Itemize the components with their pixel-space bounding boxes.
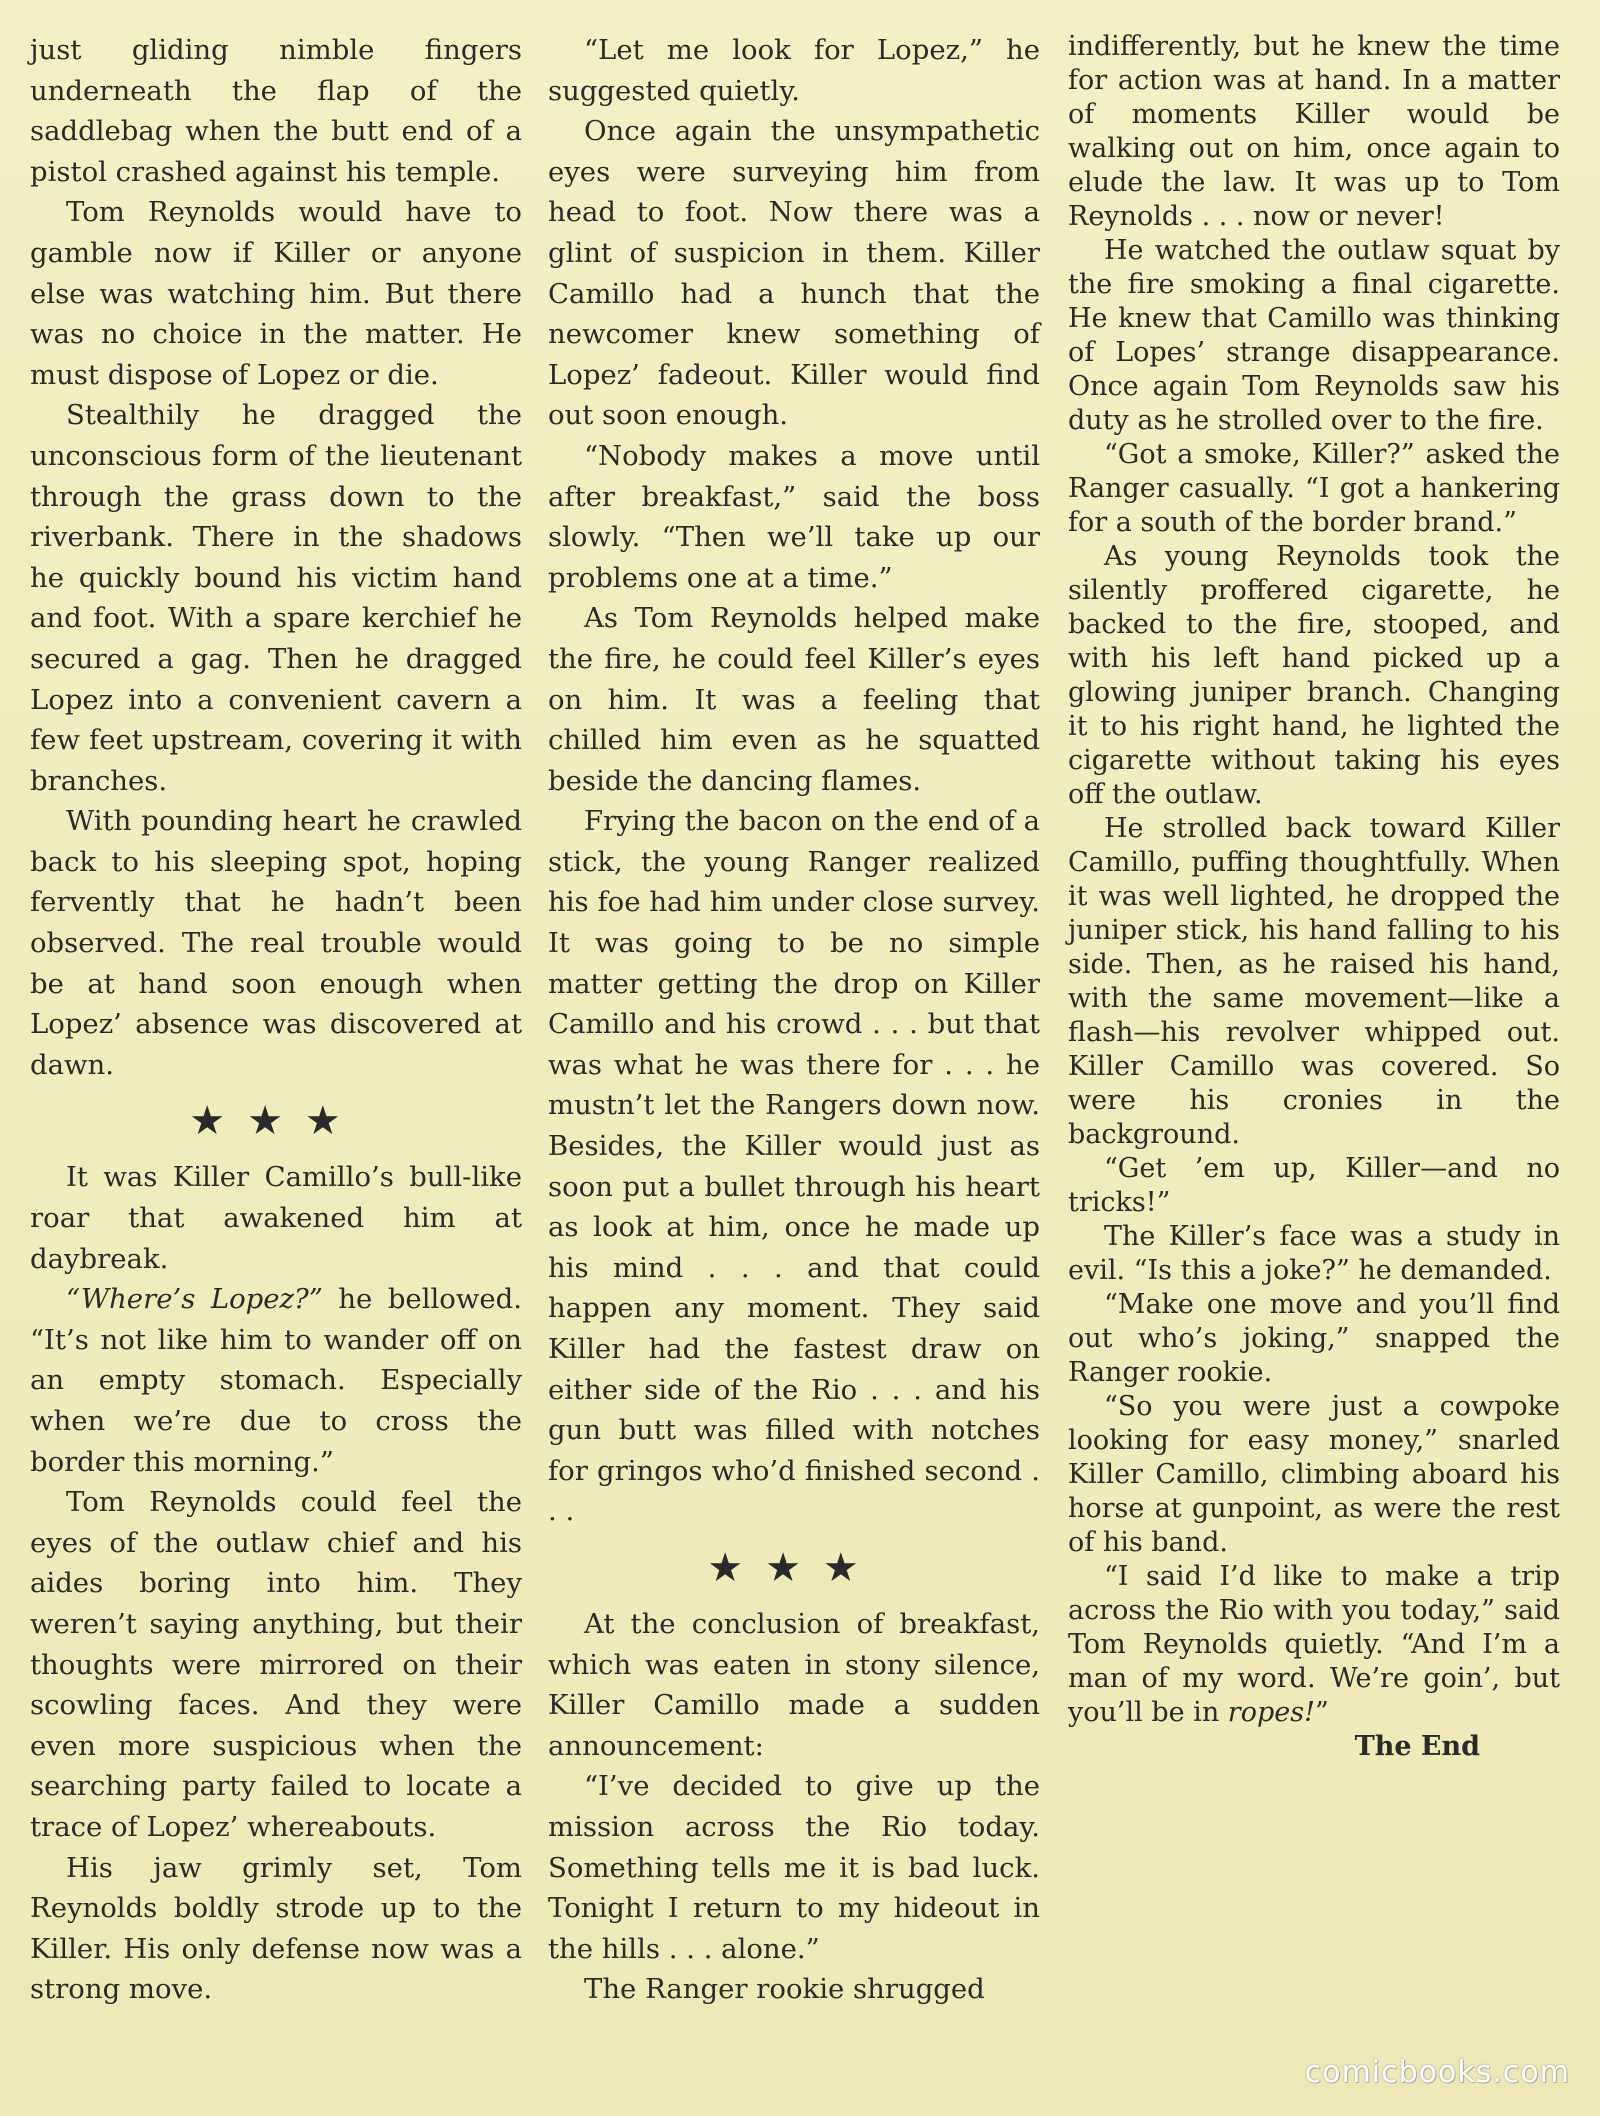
paragraph: His jaw grimly set, Tom Reynolds boldly strode up to the Killer. His only defense now was a strong move. [30,1851,522,2006]
paragraph: Stealthily he dragged the unconscious form of the lieutenant through the grass down to the riverbank. There in the shadows he quickly bound his victim hand and foot. With a spare kerchief he secured a gag. Then he dragged Lopez into a convenient cavern a few feet upstream, covering it with branches. [30,399,522,797]
paragraph: “I’ve decided to give up the mission across the Rio today. Something tells me it is bad luck. Tonight I return to my hideout in the hills . . . alone.” [548,1770,1040,1965]
section-break-stars: ★★★ [707,1544,881,1591]
paragraph: just gliding nimble fingers underneath the flap of the saddlebag when the butt end of a pistol crashed against his temple. [30,34,522,188]
text-column-2 [548,30,1040,2010]
italic-quote: “Where’s Lopez?” [66,1283,323,1316]
paragraph: Tom Reynolds would have to gamble now if Killer or anyone else was watching him. But there was no choice in the matter. He must dispose of Lopez or die. [30,196,522,391]
paragraph: He watched the outlaw squat by the fire smoking a final cigarette. He knew that Camillo was thinking of Lopes’ strange disappearance. Once again Tom Reynolds saw his duty as he strolled over to the fire. [1068,235,1560,436]
paragraph: “Make one move and you’ll find out who’s joking,” snapped the Ranger rookie. [1068,1289,1560,1388]
section-break-stars: ★★★ [189,1098,363,1145]
paragraph: “Got a smoke, Killer?” asked the Ranger casually. “I got a hankering for a south of the border brand.” [1068,439,1560,538]
paragraph: Frying the bacon on the end of a stick, the young Ranger realized his foe had him under close survey. It was going to be no simple matter getting the drop on Killer Camillo and his crowd . . . but that was what he was there for . . . he mustn’t let the Rangers down now. Besides, the Killer would just as soon put a bullet through his heart as look at him, once he made up his mind . . . and that could happen any moment. They said Killer had the fastest draw on either side of the Rio . . . and his gun butt was filled with notches for gringos who’d finished second . . . [548,805,1040,1528]
paragraph [30,1279,522,1482]
paragraph-text: ” [1314,1697,1329,1728]
paragraph: With pounding heart he crawled back to his sleeping spot, hoping fervently that he hadn’t been observed. The real trouble would be at hand soon enough when Lopez’ absence was discovered at dawn. [30,805,522,1081]
paragraph: Once again the unsympathetic eyes were surveying him from head to foot. Now there was a glint of suspicion in them. Killer Camillo had a hunch that the newcomer knew something of Lopez’ fadeout. Killer would find out soon enough. [548,115,1040,432]
watermark: comicbooks.com [1304,2055,1570,2090]
paragraph: “So you were just a cowpoke looking for easy money,” snarled Killer Camillo, climbing aboard his horse at gunpoint, as were the rest of his band. [1068,1391,1560,1558]
paragraph: As Tom Reynolds helped make the fire, he could feel Killer’s eyes on him. It was a feeling that chilled him even as he squatted beside the dancing flames. [548,602,1040,797]
paragraph: “Get ’em up, Killer—and no tricks!” [1068,1153,1560,1218]
paragraph: “Nobody makes a move until after breakfast,” said the boss slowly. “Then we’ll take up our problems one at a time.” [548,439,1040,594]
paragraph: It was Killer Camillo’s bull-like roar that awakened him at daybreak. [30,1161,522,1275]
text-column-3 [1068,30,1560,1764]
paragraph: “Let me look for Lopez,” he suggested quietly. [548,34,1040,107]
paragraph-text: “I said I’d like to make a trip across the Rio with you today,” said Tom Reynolds quietly. “And I’m a man of my word. We’re goin’, but you’ll be in [1068,1561,1560,1728]
paragraph [1068,1560,1560,1730]
the-end-label: The End [1354,1731,1480,1762]
paragraph: He strolled back toward Killer Camillo, puffing thoughtfully. When it was well lighted, he dropped the juniper stick, his hand falling to his side. Then, as he raised his hand, with the same movement—like a flash—his revolver whipped out. Killer Camillo was covered. So were his cronies in the background. [1068,813,1560,1150]
paragraph: The Ranger rookie shrugged [584,1973,985,2006]
paragraph: Tom Reynolds could feel the eyes of the outlaw chief and his aides boring into him. They weren’t saying anything, but their thoughts were mirrored on their scowling faces. And they were even more suspicious when the searching party failed to locate a trace of Lopez’ whereabouts. [30,1486,522,1843]
paragraph: indifferently, but he knew the time for action was at hand. In a matter of moments Killer would be walking out on him, once again to elude the law. It was up to Tom Reynolds . . . now or never! [1068,31,1560,232]
italic-word: ropes! [1227,1697,1315,1728]
text-column-1 [30,30,522,2010]
paragraph: The Killer’s face was a study in evil. “Is this a joke?” he demanded. [1068,1221,1560,1286]
paragraph: At the conclusion of breakfast, which was eaten in stony silence, Killer Camillo made a sudden announcement: [548,1607,1040,1762]
paragraph-text: he bellowed. “It’s not like him to wander off on an empty stomach. Especially when we’re due to cross the border this morning.” [30,1283,523,1478]
paragraph: As young Reynolds took the silently proffered cigarette, he backed to the fire, stooped, and with his left hand picked up a glowing juniper branch. Changing it to his right hand, he lighted the cigarette without taking his eyes off the outlaw. [1068,541,1560,810]
